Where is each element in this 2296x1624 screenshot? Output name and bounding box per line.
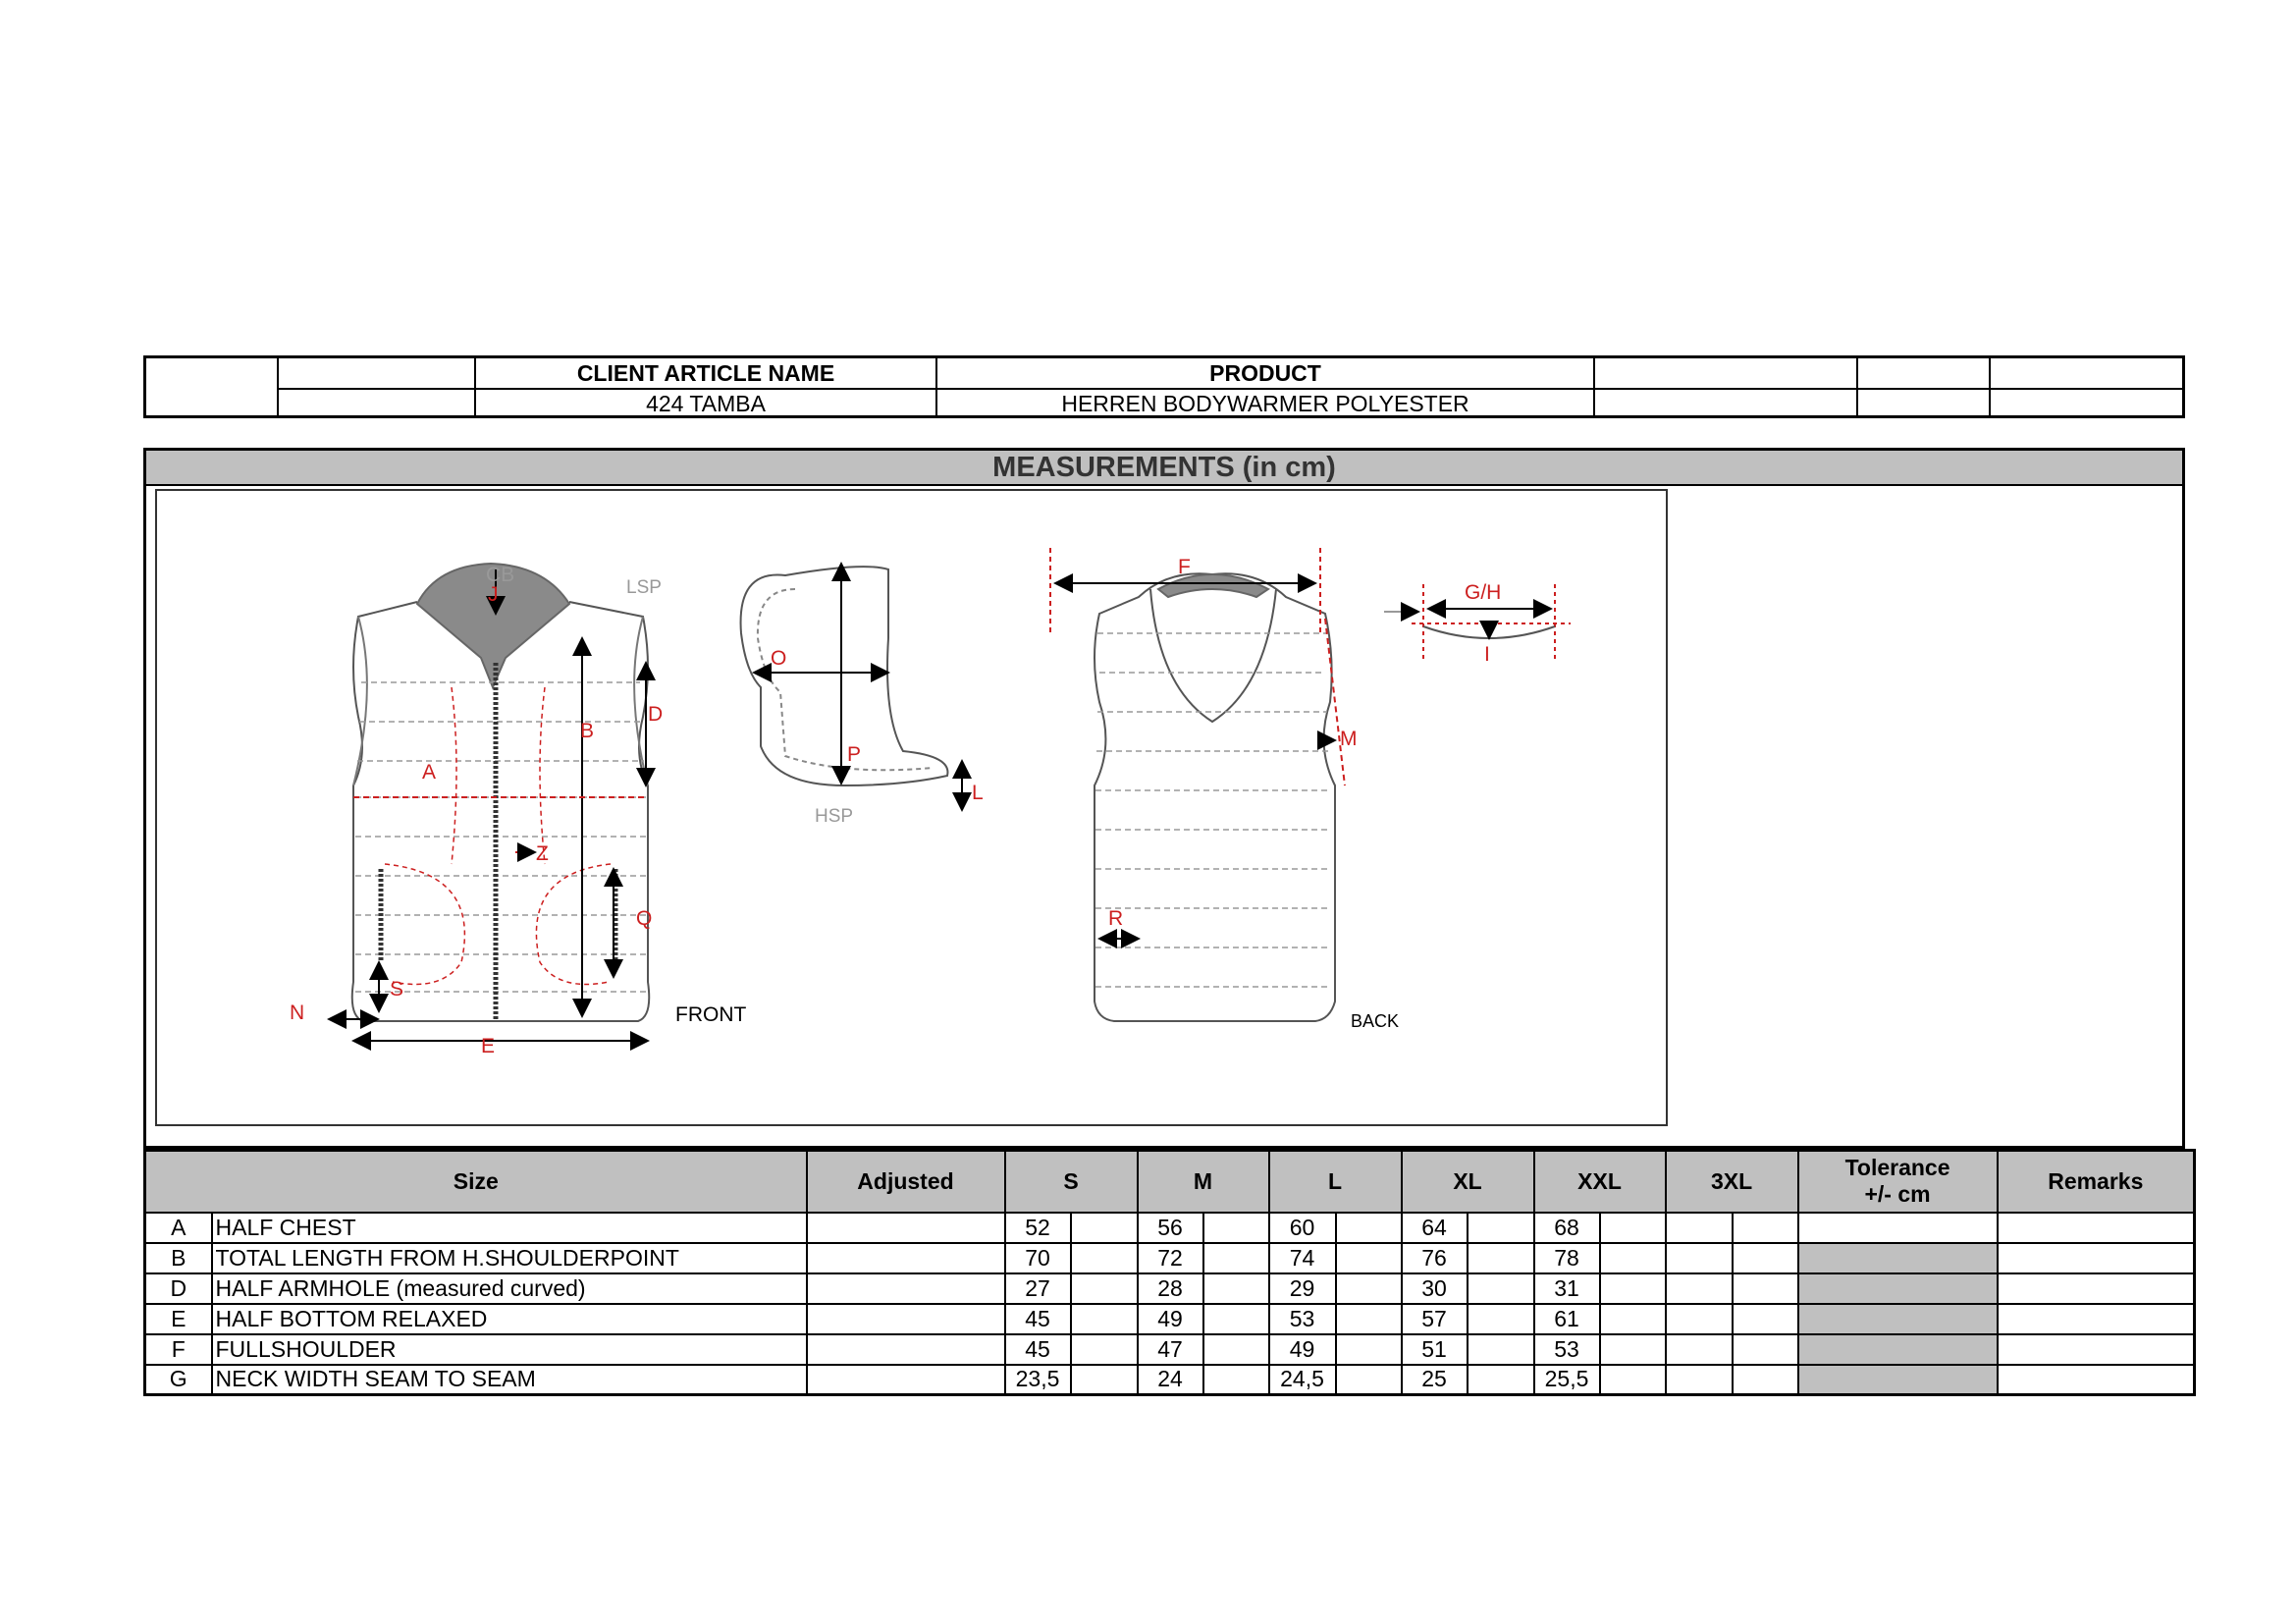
hood-side-sketch — [741, 567, 948, 785]
label-n: N — [290, 1001, 305, 1024]
table-row — [145, 1243, 2195, 1273]
value-xxl: 25,5 — [1534, 1365, 1600, 1395]
empty-cell — [1468, 1334, 1534, 1365]
empty-cell — [1600, 1304, 1666, 1334]
row-description: TOTAL LENGTH FROM H.SHOULDERPOINT — [212, 1243, 807, 1273]
empty-cell — [1733, 1273, 1798, 1304]
value-l: 29 — [1269, 1273, 1336, 1304]
label-z: Z — [536, 842, 549, 865]
tolerance-cell — [1798, 1365, 1998, 1395]
row-code: B — [145, 1243, 212, 1273]
label-m: M — [1340, 728, 1358, 750]
measurements-panel — [143, 448, 2185, 1149]
table-row — [145, 1213, 2195, 1243]
empty-cell — [1733, 1334, 1798, 1365]
remarks-cell — [1998, 1243, 2195, 1273]
client-article-label: CLIENT ARTICLE NAME — [576, 359, 835, 386]
label-lsp: LSP — [626, 577, 662, 598]
value-m: 56 — [1138, 1213, 1203, 1243]
size-m-header: M — [1138, 1151, 1269, 1213]
technical-drawing — [155, 489, 1668, 1126]
table-row — [145, 1273, 2195, 1304]
value-3xl — [1666, 1243, 1733, 1273]
row-code: G — [145, 1365, 212, 1395]
divider — [1856, 358, 1858, 415]
empty-cell — [1600, 1334, 1666, 1365]
value-xl: 76 — [1402, 1243, 1468, 1273]
remarks-cell — [1998, 1334, 2195, 1365]
empty-cell — [1600, 1365, 1666, 1395]
adjusted-cell — [807, 1243, 1005, 1273]
value-s: 52 — [1005, 1213, 1071, 1243]
empty-cell — [1071, 1365, 1138, 1395]
empty-cell — [1336, 1334, 1402, 1365]
value-xl: 51 — [1402, 1334, 1468, 1365]
empty-cell — [1071, 1213, 1138, 1243]
empty-cell — [1733, 1365, 1798, 1395]
label-r: R — [1108, 907, 1124, 930]
row-description: NECK WIDTH SEAM TO SEAM — [212, 1365, 807, 1395]
value-3xl — [1666, 1213, 1733, 1243]
empty-cell — [1336, 1213, 1402, 1243]
empty-cell — [1468, 1365, 1534, 1395]
value-xl: 64 — [1402, 1213, 1468, 1243]
empty-cell — [1203, 1213, 1269, 1243]
measurements-title: MEASUREMENTS (in cm) — [146, 451, 2182, 486]
client-article-value: 424 TAMBA — [646, 390, 766, 416]
size-header: Size — [145, 1151, 807, 1213]
tolerance-cell — [1798, 1304, 1998, 1334]
remarks-cell — [1998, 1304, 2195, 1334]
product-value: HERREN BODYWARMER POLYESTER — [1061, 390, 1469, 416]
size-l-header: L — [1269, 1151, 1402, 1213]
remarks-cell — [1998, 1273, 2195, 1304]
value-m: 24 — [1138, 1365, 1203, 1395]
empty-cell — [1071, 1243, 1138, 1273]
row-code: A — [145, 1213, 212, 1243]
label-back: BACK — [1351, 1011, 1400, 1031]
label-p: P — [847, 743, 862, 766]
value-xxl: 61 — [1534, 1304, 1600, 1334]
label-a: A — [422, 761, 437, 784]
adjusted-cell — [807, 1213, 1005, 1243]
empty-cell — [1336, 1273, 1402, 1304]
size-spec-table — [143, 1149, 2196, 1396]
table-row — [145, 1304, 2195, 1334]
empty-cell — [1600, 1273, 1666, 1304]
adjusted-header: Adjusted — [807, 1151, 1005, 1213]
divider — [1593, 358, 1595, 415]
empty-cell — [1600, 1243, 1666, 1273]
back-vest-sketch — [1095, 573, 1335, 1021]
label-e: E — [481, 1035, 496, 1057]
label-o: O — [771, 647, 787, 670]
row-code: D — [145, 1273, 212, 1304]
value-xl: 30 — [1402, 1273, 1468, 1304]
value-3xl — [1666, 1365, 1733, 1395]
value-s: 45 — [1005, 1304, 1071, 1334]
adjusted-cell — [807, 1304, 1005, 1334]
tolerance-header — [1798, 1151, 1998, 1213]
value-m: 47 — [1138, 1334, 1203, 1365]
row-code: F — [145, 1334, 212, 1365]
value-xxl: 53 — [1534, 1334, 1600, 1365]
front-vest-sketch — [352, 564, 653, 1021]
label-j: J — [488, 583, 499, 606]
divider — [277, 358, 279, 415]
tolerance-header-line2: +/- cm — [1864, 1181, 1931, 1208]
divider — [1989, 358, 1991, 415]
empty-cell — [1203, 1273, 1269, 1304]
value-l: 49 — [1269, 1334, 1336, 1365]
label-b: B — [580, 720, 595, 742]
remarks-cell — [1998, 1213, 2195, 1243]
label-s: S — [390, 978, 404, 1001]
value-s: 70 — [1005, 1243, 1071, 1273]
table-row — [145, 1365, 2195, 1395]
empty-cell — [1733, 1243, 1798, 1273]
empty-cell — [1336, 1243, 1402, 1273]
product-label: PRODUCT — [1209, 359, 1321, 386]
article-header-table — [143, 355, 2185, 418]
remarks-cell — [1998, 1365, 2195, 1395]
label-gh: G/H — [1465, 581, 1502, 604]
remarks-header: Remarks — [1998, 1151, 2195, 1213]
row-description: HALF BOTTOM RELAXED — [212, 1304, 807, 1334]
row-description: HALF CHEST — [212, 1213, 807, 1243]
empty-cell — [1071, 1273, 1138, 1304]
table-row — [145, 1334, 2195, 1365]
value-l: 24,5 — [1269, 1365, 1336, 1395]
label-front: FRONT — [675, 1003, 747, 1026]
value-xxl: 68 — [1534, 1213, 1600, 1243]
value-xl: 57 — [1402, 1304, 1468, 1334]
value-l: 53 — [1269, 1304, 1336, 1334]
value-3xl — [1666, 1304, 1733, 1334]
empty-cell — [1600, 1213, 1666, 1243]
empty-cell — [1336, 1365, 1402, 1395]
size-table-header — [145, 1151, 2195, 1213]
tolerance-header-line1: Tolerance — [1844, 1155, 1950, 1181]
label-q: Q — [636, 907, 653, 930]
row-code: E — [145, 1304, 212, 1334]
label-i: I — [1484, 643, 1490, 666]
label-f: F — [1178, 556, 1191, 578]
value-xxl: 31 — [1534, 1273, 1600, 1304]
empty-cell — [1468, 1304, 1534, 1334]
empty-cell — [1468, 1243, 1534, 1273]
value-s: 27 — [1005, 1273, 1071, 1304]
value-m: 72 — [1138, 1243, 1203, 1273]
size-xl-header: XL — [1402, 1151, 1534, 1213]
value-s: 45 — [1005, 1334, 1071, 1365]
value-xxl: 78 — [1534, 1243, 1600, 1273]
tolerance-cell — [1798, 1334, 1998, 1365]
empty-cell — [1203, 1334, 1269, 1365]
adjusted-cell — [807, 1334, 1005, 1365]
empty-cell — [1468, 1273, 1534, 1304]
empty-cell — [1203, 1365, 1269, 1395]
adjusted-cell — [807, 1273, 1005, 1304]
value-m: 49 — [1138, 1304, 1203, 1334]
label-l: L — [972, 782, 984, 804]
empty-cell — [1071, 1334, 1138, 1365]
tolerance-cell — [1798, 1243, 1998, 1273]
value-m: 28 — [1138, 1273, 1203, 1304]
value-s: 23,5 — [1005, 1365, 1071, 1395]
adjusted-cell — [807, 1365, 1005, 1395]
empty-cell — [1071, 1304, 1138, 1334]
empty-cell — [1733, 1213, 1798, 1243]
value-l: 74 — [1269, 1243, 1336, 1273]
value-xl: 25 — [1402, 1365, 1468, 1395]
size-s-header: S — [1005, 1151, 1138, 1213]
empty-cell — [1203, 1304, 1269, 1334]
garment-sketch — [157, 491, 1670, 1128]
size-xxl-header: XXL — [1534, 1151, 1666, 1213]
empty-cell — [1203, 1243, 1269, 1273]
value-l: 60 — [1269, 1213, 1336, 1243]
tolerance-cell — [1798, 1273, 1998, 1304]
size-3xl-header: 3XL — [1666, 1151, 1798, 1213]
row-description: FULLSHOULDER — [212, 1334, 807, 1365]
empty-cell — [1733, 1304, 1798, 1334]
empty-cell — [1468, 1213, 1534, 1243]
row-description: HALF ARMHOLE (measured curved) — [212, 1273, 807, 1304]
value-3xl — [1666, 1273, 1733, 1304]
label-d: D — [648, 703, 664, 726]
empty-cell — [1336, 1304, 1402, 1334]
label-hsp: HSP — [815, 806, 854, 827]
tolerance-cell — [1798, 1213, 1998, 1243]
value-3xl — [1666, 1334, 1733, 1365]
label-cb: CB — [486, 564, 515, 586]
